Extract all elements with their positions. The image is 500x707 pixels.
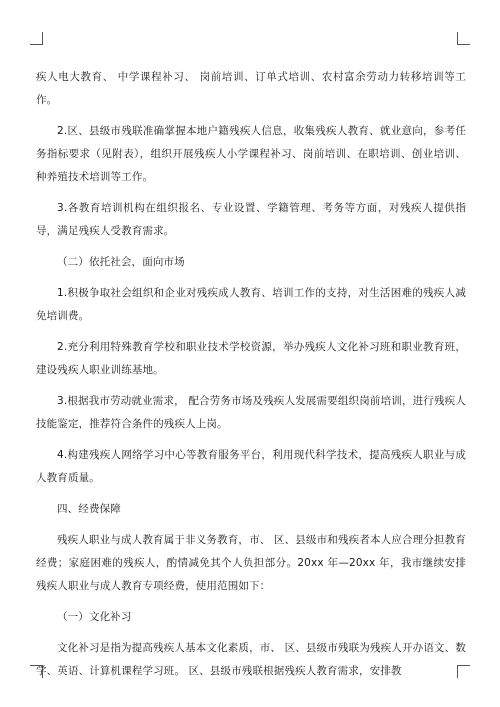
paragraph-item-2-district: 2.区、县级市残联准确掌握本地户籍残疾人信息，收集残疾人教育、就业意向，参考任务指标要求（见附表），组织开展残疾人小学课程补习、岗前培训、在职培训、创业培训、种养殖技术培训等工作。 <box>36 125 466 183</box>
paragraph-culture: 文化补习是指为提高残疾人基本文化素质，市、 区、县级市残联为残疾人开办语文、数学、英语、计算机课程学习班。 区、县级市残联根据残疾人教育需求，安排教 <box>36 642 466 677</box>
crop-mark-top-right <box>457 32 470 45</box>
paragraph-item-3-institutions: 3.各教育培训机构在组织报名、专业设置、学籍管理、考务等方面，对残疾人提供指导，满足残疾人受教育需求。 <box>36 202 466 237</box>
section-heading-funding: 四、经费保障 <box>57 503 121 515</box>
paragraph-funding: 残疾人职业与成人教育属于非义务教育，市、 区、县级市和残疾者本人应合理分担教育经费；家庭困难的残疾人，酌情减免其个人负担部分。20xx 年—20xx 年，我市继续安排残疾人职业与成人教育专项经费，使用范围如下： <box>36 534 466 592</box>
paragraph-item-2-schools: 2.充分利用特殊教育学校和职业技术学校资源，举办残疾人文化补习班和职业教育班，建设残疾人职业训练基地。 <box>36 341 466 376</box>
section-heading-culture: （一）文化补习 <box>57 611 132 623</box>
document-body <box>36 66 466 691</box>
paragraph-item-4-platform: 4.构建残疾人网络学习中心等教育服务平台，利用现代科学技术，提高残疾人职业与成人教育质量。 <box>36 449 466 484</box>
crop-mark-top-left <box>30 32 43 45</box>
paragraph-item-3-employment: 3.根据我市劳动就业需求， 配合劳务市场及残疾人发展需要组织岗前培训，进行残疾人技能鉴定，推荐符合条件的残疾人上岗。 <box>36 395 466 430</box>
paragraph-item-1-social: 1.积极争取社会组织和企业对残疾成人教育、培训工作的支持，对生活困难的残疾人减免培训费。 <box>36 287 466 322</box>
paragraph-continuation: 疾人电大教育、 中学课程补习、 岗前培训、订单式培训、农村富余劳动力转移培训等工作。 <box>36 71 466 106</box>
section-heading-2: （二）依托社会，面向市场 <box>57 256 185 268</box>
